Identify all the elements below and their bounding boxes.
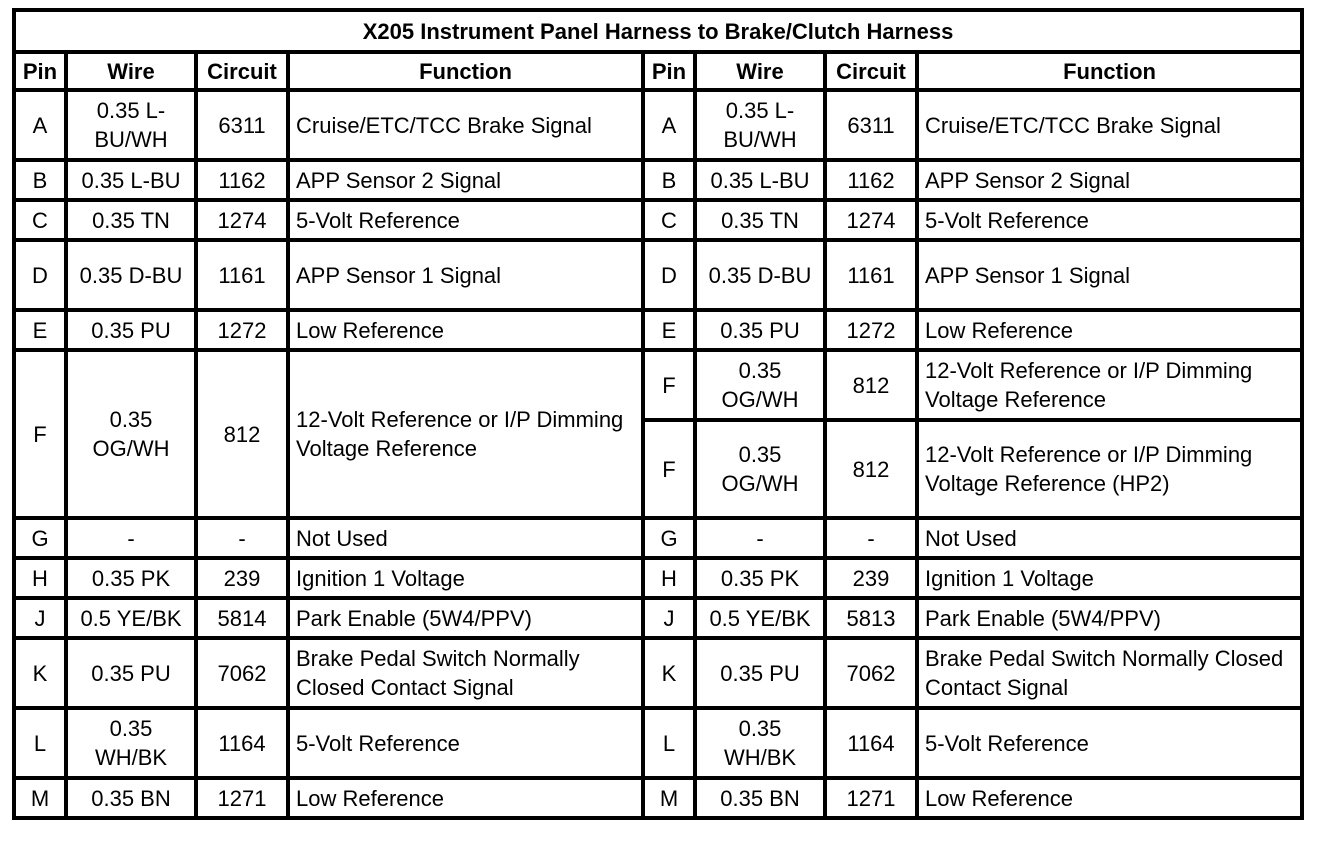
left-function-cell: Brake Pedal Switch Normally Closed Contact Signal <box>288 638 643 708</box>
table-row <box>14 240 1302 310</box>
right-circuit-cell: 6311 <box>825 90 917 160</box>
left-pin-cell: F <box>14 350 66 518</box>
right-circuit-cell: 1162 <box>825 160 917 200</box>
left-pin-cell: G <box>14 518 66 558</box>
header-wire: Wire <box>695 52 825 90</box>
right-function-cell: 5-Volt Reference <box>917 200 1302 240</box>
right-pin-cell: B <box>643 160 695 200</box>
right-pin-cell: D <box>643 240 695 310</box>
right-pin-cell: F <box>643 350 695 420</box>
right-function-cell: Brake Pedal Switch Normally Closed Contact Signal <box>917 638 1302 708</box>
connector-table <box>12 8 1304 820</box>
right-function-cell: Park Enable (5W4/PPV) <box>917 598 1302 638</box>
table-row <box>14 90 1302 160</box>
right-wire-cell: - <box>695 518 825 558</box>
left-function-cell: 5-Volt Reference <box>288 708 643 778</box>
left-circuit-cell: 812 <box>196 350 288 518</box>
left-pin-cell: B <box>14 160 66 200</box>
right-circuit-cell: 239 <box>825 558 917 598</box>
left-circuit-cell: 7062 <box>196 638 288 708</box>
left-circuit-cell: 5814 <box>196 598 288 638</box>
right-pin-cell: L <box>643 708 695 778</box>
right-wire-cell: 0.5 YE/BK <box>695 598 825 638</box>
right-function-cell: APP Sensor 1 Signal <box>917 240 1302 310</box>
left-function-cell: Park Enable (5W4/PPV) <box>288 598 643 638</box>
right-pin-cell: K <box>643 638 695 708</box>
right-circuit-cell: 1161 <box>825 240 917 310</box>
left-pin-cell: K <box>14 638 66 708</box>
right-function-cell: APP Sensor 2 Signal <box>917 160 1302 200</box>
right-circuit-cell: 7062 <box>825 638 917 708</box>
right-circuit-cell: 812 <box>825 420 917 518</box>
left-function-cell: Not Used <box>288 518 643 558</box>
header-circuit: Circuit <box>825 52 917 90</box>
left-circuit-cell: 239 <box>196 558 288 598</box>
left-wire-cell: 0.35 D-BU <box>66 240 196 310</box>
left-wire-cell: 0.35 PK <box>66 558 196 598</box>
left-circuit-cell: - <box>196 518 288 558</box>
table-row <box>14 638 1302 708</box>
left-circuit-cell: 1271 <box>196 778 288 818</box>
header-row <box>14 52 1302 90</box>
left-wire-cell: - <box>66 518 196 558</box>
left-function-cell: Low Reference <box>288 778 643 818</box>
right-pin-cell: C <box>643 200 695 240</box>
right-wire-cell: 0.35 L-BU <box>695 160 825 200</box>
left-function-cell: Ignition 1 Voltage <box>288 558 643 598</box>
header-wire: Wire <box>66 52 196 90</box>
table-row <box>14 350 1302 420</box>
right-function-cell: 12-Volt Reference or I/P Dimming Voltage Reference (HP2) <box>917 420 1302 518</box>
right-function-cell: Not Used <box>917 518 1302 558</box>
right-pin-cell: H <box>643 558 695 598</box>
right-function-cell: 12-Volt Reference or I/P Dimming Voltage Reference <box>917 350 1302 420</box>
right-function-cell: Ignition 1 Voltage <box>917 558 1302 598</box>
right-circuit-cell: 1164 <box>825 708 917 778</box>
left-pin-cell: A <box>14 90 66 160</box>
right-circuit-cell: 5813 <box>825 598 917 638</box>
left-wire-cell: 0.35 L-BU <box>66 160 196 200</box>
right-wire-cell: 0.35 D-BU <box>695 240 825 310</box>
left-wire-cell: 0.35 PU <box>66 638 196 708</box>
right-wire-cell: 0.35 WH/BK <box>695 708 825 778</box>
left-function-cell: Cruise/ETC/TCC Brake Signal <box>288 90 643 160</box>
right-pin-cell: G <box>643 518 695 558</box>
left-function-cell: APP Sensor 1 Signal <box>288 240 643 310</box>
right-pin-cell: A <box>643 90 695 160</box>
left-function-cell: APP Sensor 2 Signal <box>288 160 643 200</box>
table-body <box>14 90 1302 818</box>
right-circuit-cell: - <box>825 518 917 558</box>
left-wire-cell: 0.35 L-BU/WH <box>66 90 196 160</box>
left-wire-cell: 0.35 OG/WH <box>66 350 196 518</box>
table-row <box>14 200 1302 240</box>
table-row <box>14 160 1302 200</box>
right-wire-cell: 0.35 BN <box>695 778 825 818</box>
right-function-cell: 5-Volt Reference <box>917 708 1302 778</box>
left-function-cell: 12-Volt Reference or I/P Dimming Voltage Reference <box>288 350 643 518</box>
left-pin-cell: J <box>14 598 66 638</box>
right-circuit-cell: 812 <box>825 350 917 420</box>
right-function-cell: Low Reference <box>917 778 1302 818</box>
left-wire-cell: 0.5 YE/BK <box>66 598 196 638</box>
header-pin: Pin <box>643 52 695 90</box>
left-circuit-cell: 6311 <box>196 90 288 160</box>
header-function: Function <box>917 52 1302 90</box>
left-wire-cell: 0.35 TN <box>66 200 196 240</box>
right-wire-cell: 0.35 OG/WH <box>695 350 825 420</box>
table-title: X205 Instrument Panel Harness to Brake/Clutch Harness <box>14 10 1302 52</box>
header-circuit: Circuit <box>196 52 288 90</box>
table-row <box>14 598 1302 638</box>
right-function-cell: Low Reference <box>917 310 1302 350</box>
right-pin-cell: J <box>643 598 695 638</box>
left-circuit-cell: 1274 <box>196 200 288 240</box>
right-wire-cell: 0.35 TN <box>695 200 825 240</box>
left-circuit-cell: 1272 <box>196 310 288 350</box>
right-circuit-cell: 1274 <box>825 200 917 240</box>
table-row <box>14 518 1302 558</box>
table-row <box>14 558 1302 598</box>
left-function-cell: 5-Volt Reference <box>288 200 643 240</box>
left-pin-cell: C <box>14 200 66 240</box>
table-row <box>14 310 1302 350</box>
left-wire-cell: 0.35 BN <box>66 778 196 818</box>
right-circuit-cell: 1271 <box>825 778 917 818</box>
table-row <box>14 708 1302 778</box>
left-pin-cell: D <box>14 240 66 310</box>
left-pin-cell: E <box>14 310 66 350</box>
left-pin-cell: M <box>14 778 66 818</box>
right-wire-cell: 0.35 PU <box>695 638 825 708</box>
right-wire-cell: 0.35 PK <box>695 558 825 598</box>
right-function-cell: Cruise/ETC/TCC Brake Signal <box>917 90 1302 160</box>
right-wire-cell: 0.35 OG/WH <box>695 420 825 518</box>
left-pin-cell: L <box>14 708 66 778</box>
table-row <box>14 778 1302 818</box>
left-pin-cell: H <box>14 558 66 598</box>
right-pin-cell: F <box>643 420 695 518</box>
left-circuit-cell: 1162 <box>196 160 288 200</box>
left-wire-cell: 0.35 WH/BK <box>66 708 196 778</box>
header-pin: Pin <box>14 52 66 90</box>
right-circuit-cell: 1272 <box>825 310 917 350</box>
right-wire-cell: 0.35 L-BU/WH <box>695 90 825 160</box>
header-function: Function <box>288 52 643 90</box>
right-pin-cell: E <box>643 310 695 350</box>
left-wire-cell: 0.35 PU <box>66 310 196 350</box>
left-circuit-cell: 1161 <box>196 240 288 310</box>
right-wire-cell: 0.35 PU <box>695 310 825 350</box>
left-circuit-cell: 1164 <box>196 708 288 778</box>
right-pin-cell: M <box>643 778 695 818</box>
left-function-cell: Low Reference <box>288 310 643 350</box>
